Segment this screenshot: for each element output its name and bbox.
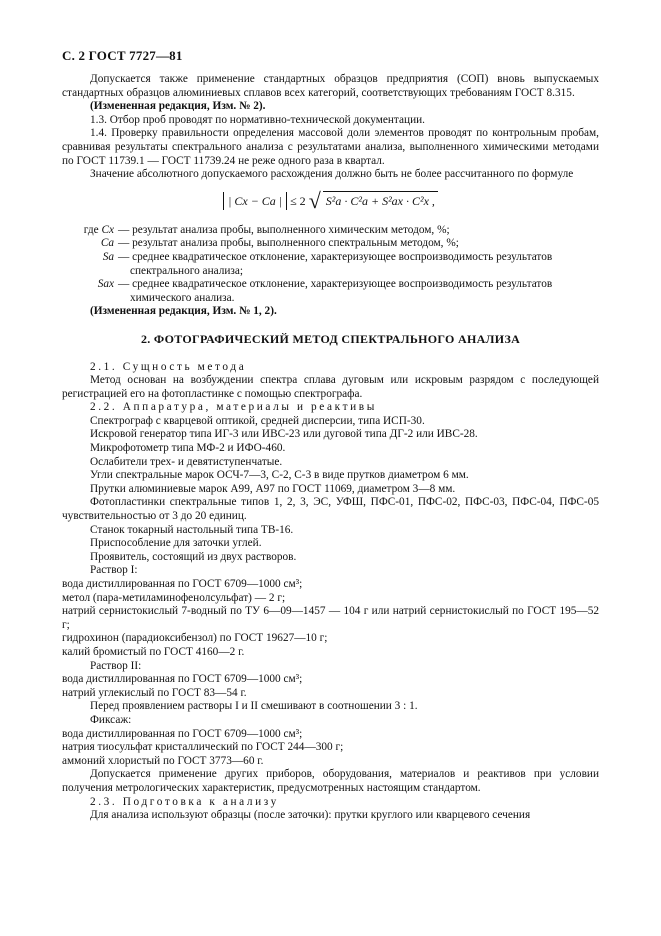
- amendment-note-2: (Измененная редакция, Изм. № 1, 2).: [90, 305, 277, 318]
- list-item: Допускается применение других приборов, оборудования, материалов и реактивов при условии получения метрологических характеристик, предусмотренных настоящим стандартом.: [62, 768, 599, 794]
- list-item: Угли спектральные марок ОСЧ-7—3, С-2, С-3 в виде прутков диаметром 6 мм.: [90, 469, 469, 482]
- clause-2-1-heading: 2.1. Сущность метода: [90, 360, 247, 373]
- clause-2-1-text: Метод основан на возбуждении спектра сплава дуговым или искровым разрядом с последующей регистрацией его на фотопластинке с помощью спектрографа.: [62, 374, 599, 400]
- definition-item: [62, 278, 599, 305]
- page-content: [62, 73, 599, 823]
- list-item: калий бромистый по ГОСТ 4160—2 г.: [62, 645, 245, 658]
- list-item: Проявитель, состоящий из двух растворов.: [90, 550, 297, 563]
- definition-text: — результат анализа пробы, выполненного спектральным методом, %;: [118, 237, 459, 250]
- equipment-list: [62, 415, 599, 796]
- list-item: Перед проявлением растворы I и II смешивают в соотношении 3 : 1.: [90, 700, 418, 713]
- clause-2-3-heading: 2.3. Подготовка к анализу: [90, 795, 279, 808]
- tolerance-formula: [62, 188, 599, 216]
- formula-operator: ≤ 2: [290, 193, 306, 208]
- definition-item: [62, 237, 599, 251]
- list-item: аммоний хлористый по ГОСТ 3773—60 г.: [62, 754, 264, 767]
- page-header: С. 2 ГОСТ 7727—81: [62, 48, 183, 63]
- list-item: Микрофотометр типа МФ-2 и ИФО-460.: [90, 442, 286, 455]
- list-item: Станок токарный настольный типа ТВ-16.: [90, 523, 294, 536]
- list-item: Ослабители трех- и девятиступенчатые.: [90, 455, 283, 468]
- definition-symbol: Ca: [100, 237, 114, 250]
- definition-symbol: где Cx: [83, 223, 114, 236]
- list-item: Спектрограф с кварцевой оптикой, средней дисперсии, типа ИСП-30.: [90, 414, 425, 427]
- clause-2-3-text: Для анализа используют образцы (после заточки): прутки круглого или кварцевого сечения: [90, 809, 531, 822]
- amendment-note-1: (Измененная редакция, Изм. № 2).: [90, 100, 266, 113]
- clause-1-3: 1.3. Отбор проб проводят по нормативно-технической документации.: [90, 113, 425, 126]
- paragraph-sop: Допускается также применение стандартных образцов предприятия (СОП) вновь выпускаемых стандартных образцов алюминиевых сплавов всех категорий, соответствующих требованиям ГОСТ 8.315.: [62, 73, 599, 99]
- sqrt-symbol-icon: √: [308, 187, 321, 213]
- formula-rhs: S²a · C²a + S²ax · C²x ,: [323, 191, 438, 210]
- list-item: Раствор II:: [90, 659, 142, 672]
- list-item: вода дистиллированная по ГОСТ 6709—1000 см³;: [62, 727, 303, 740]
- list-item: Искровой генератор типа ИГ-3 или ИВС-23 или дуговой типа ДГ-2 или ИВС-28.: [90, 428, 478, 441]
- section-2-title: 2. ФОТОГРАФИЧЕСКИЙ МЕТОД СПЕКТРАЛЬНОГО АНАЛИЗА: [140, 331, 521, 346]
- list-item: вода дистиллированная по ГОСТ 6709—1000 см³;: [62, 673, 303, 686]
- list-item: Прутки алюминиевые марок А99, А97 по ГОСТ 11069, диаметром 3—8 мм.: [90, 482, 456, 495]
- formula-lhs-text: | Cx − Ca |: [228, 193, 283, 208]
- definition-item: [62, 224, 599, 238]
- list-item: вода дистиллированная по ГОСТ 6709—1000 см³;: [62, 578, 303, 590]
- paragraph-tolerance: Значение абсолютного допускаемого расхождения должно быть не более рассчитанного по формуле: [90, 168, 574, 181]
- definition-text: — среднее квадратическое отклонение, характеризующее воспроизводимость результатов: [118, 250, 553, 263]
- list-item: гидрохинон (парадиоксибензол) по ГОСТ 19627—10 г;: [62, 632, 328, 645]
- definition-text: — среднее квадратическое отклонение, характеризующее воспроизводимость результатов: [118, 278, 553, 291]
- definition-item: [62, 251, 599, 278]
- list-item: натрий углекислый по ГОСТ 83—54 г.: [62, 686, 247, 699]
- definition-symbol: Sa: [102, 250, 114, 263]
- clause-2-2-heading: 2.2. Аппаратура, материалы и реактивы: [90, 401, 377, 414]
- clause-1-4: 1.4. Проверку правильности определения массовой доли элементов проводят по контрольным пробам, сравнивая результаты спектрального анализа с результатами анализа, выполненного химическими методами по ГОСТ 11739.1 — ГОСТ 11739.24 не реже одного раза в квартал.: [62, 127, 599, 167]
- list-item: Фотопластинки спектральные типов 1, 2, 3, ЭС, УФШ, ПФС-01, ПФС-02, ПФС-03, ПФС-04, ПФС-05 чувствительностью от 3 до 20 единиц.: [62, 496, 599, 523]
- definition-symbol: Sax: [97, 278, 114, 291]
- list-item: Фиксаж:: [90, 713, 132, 726]
- list-item: метол (пара-метиламинофенолсульфат) — 2 г;: [62, 591, 286, 604]
- formula-lhs: [223, 192, 287, 210]
- definitions-list: [62, 224, 599, 306]
- definition-text: — результат анализа пробы, выполненного химическим методом, %;: [118, 223, 450, 236]
- list-item: натрия тиосульфат кристаллический по ГОСТ 244—300 г;: [62, 741, 344, 754]
- definition-continuation: спектрального анализа;: [130, 264, 244, 277]
- definition-continuation: химического анализа.: [130, 291, 235, 304]
- list-item: натрий сернистокислый 7-водный по ТУ 6—09—1457 — 104 г или натрий сернистокислый по ГОСТ 195—52 г;: [62, 605, 599, 631]
- list-item: Раствор I:: [90, 564, 138, 577]
- list-item: Приспособление для заточки углей.: [90, 537, 262, 550]
